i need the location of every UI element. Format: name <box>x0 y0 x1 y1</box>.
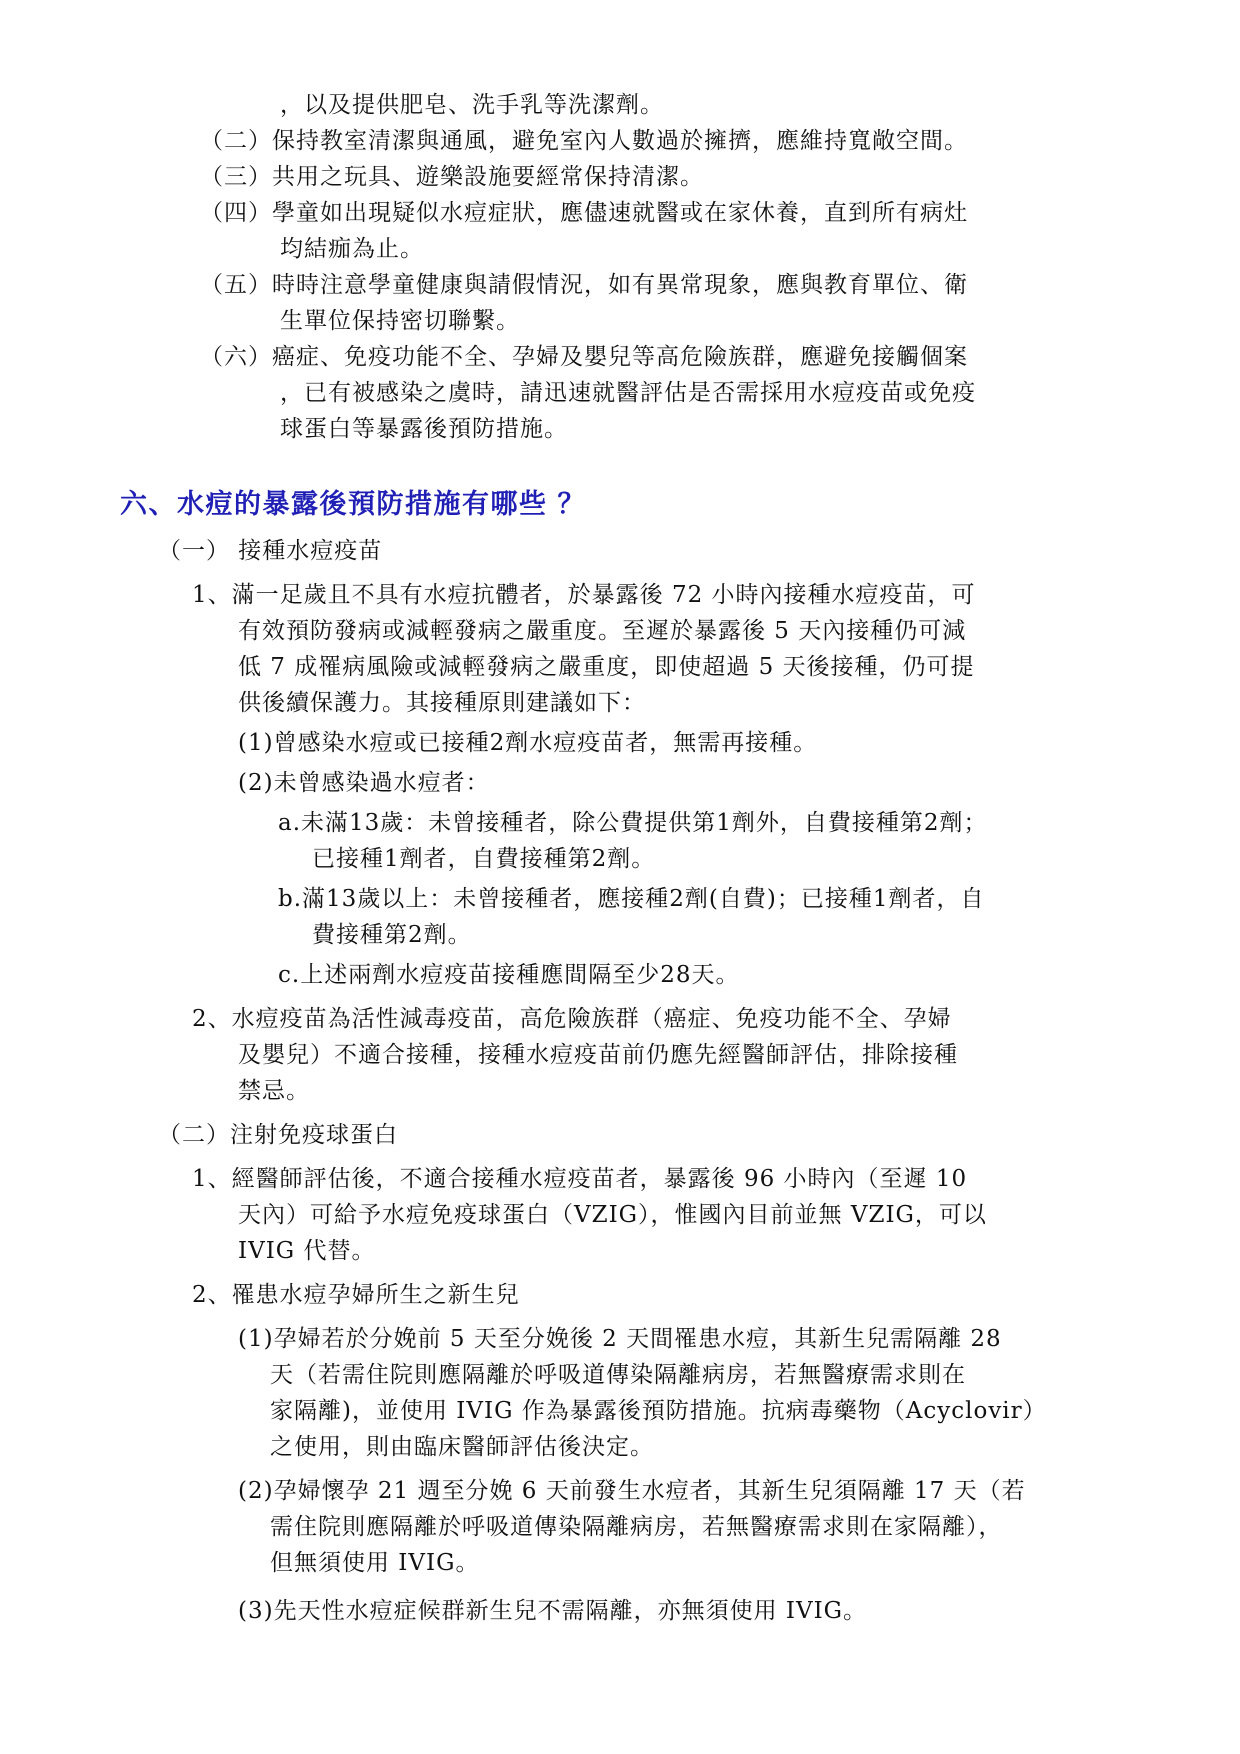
sub1-item-b-line2: 費接種第2劑。 <box>312 922 472 948</box>
sub2-title: （二）注射免疫球蛋白 <box>158 1122 398 1148</box>
sub2-n1-line2: 天（若需住院則應隔離於呼吸道傳染隔離病房，若無醫療需求則在 <box>270 1362 966 1388</box>
item6-line2: ，已有被感染之虞時，請迅速就醫評估是否需採用水痘疫苗或免疫 <box>280 380 976 406</box>
item2-classroom: （二）保持教室清潔與通風，避免室內人數過於擁擠，應維持寬敞空間。 <box>200 128 968 154</box>
sub1-p2-line2: 及嬰兒）不適合接種，接種水痘疫苗前仍應先經醫師評估，排除接種 <box>238 1042 958 1068</box>
item5-line1: （五）時時注意學童健康與請假情況，如有異常現象，應與教育單位、衛 <box>200 272 968 298</box>
sub2-n3: (3)先天性水痘症候群新生兒不需隔離，亦無須使用 IVIG。 <box>238 1598 868 1624</box>
item1-continuation: ，以及提供肥皂、洗手乳等洗潔劑。 <box>280 92 664 118</box>
sub1-item-b-line1: b.滿13歲以上：未曾接種者，應接種2劑(自費)；已接種1劑者，自 <box>278 886 985 912</box>
section6-heading <box>120 488 586 522</box>
item5-line2: 生單位保持密切聯繫。 <box>280 308 520 334</box>
sub2-n2-line3: 但無須使用 IVIG。 <box>270 1550 480 1576</box>
item6-line1: （六）癌症、免疫功能不全、孕婦及嬰兒等高危險族群，應避免接觸個案 <box>200 344 968 370</box>
item4-line1: （四）學童如出現疑似水痘症狀，應儘速就醫或在家休養，直到所有病灶 <box>200 200 968 226</box>
section6-heading-text: 六、水痘的暴露後預防措施有哪些 <box>120 489 548 520</box>
sub2-n1-line1: (1)孕婦若於分娩前 5 天至分娩後 2 天間罹患水痘，其新生兒需隔離 28 <box>238 1326 1002 1352</box>
sub1-p1-line4: 供後續保護力。其接種原則建議如下： <box>238 690 646 716</box>
sub2-n1-line4: 之使用，則由臨床醫師評估後決定。 <box>270 1434 654 1460</box>
item3-toys: （三）共用之玩具、遊樂設施要經常保持清潔。 <box>200 164 704 190</box>
sub1-p1-line3: 低 7 成罹病風險或減輕發病之嚴重度，即使超過 5 天後接種，仍可提 <box>238 654 975 680</box>
sub1-item1: (1)曾感染水痘或已接種2劑水痘疫苗者，無需再接種。 <box>238 730 818 756</box>
sub1-title: （一） 接種水痘疫苗 <box>158 538 383 564</box>
sub2-n2-line2: 需住院則應隔離於呼吸道傳染隔離病房，若無醫療需求則在家隔離）， <box>270 1514 1003 1540</box>
sub1-item2: (2)未曾感染過水痘者： <box>238 770 490 796</box>
sub1-p1-line2: 有效預防發病或減輕發病之嚴重度。至遲於暴露後 5 天內接種仍可減 <box>238 618 967 644</box>
sub2-n1-line3: 家隔離)，並使用 IVIG 作為暴露後預防措施。抗病毒藥物（Acyclovir） <box>270 1398 1047 1424</box>
sub1-item-a-line1: a.未滿13歲：未曾接種者，除公費提供第1劑外，自費接種第2劑； <box>278 810 988 836</box>
item4-line2: 均結痂為止。 <box>280 236 424 262</box>
sub2-p1-line2: 天內）可給予水痘免疫球蛋白（VZIG），惟國內目前並無 VZIG，可以 <box>238 1202 987 1228</box>
sub1-p1-line1: 1、滿一足歲且不具有水痘抗體者，於暴露後 72 小時內接種水痘疫苗，可 <box>192 582 976 608</box>
section6-heading-question-mark: ？ <box>557 489 586 520</box>
sub1-p2-line3: 禁忌。 <box>238 1078 310 1104</box>
sub2-p1-line3: IVIG 代替。 <box>238 1238 376 1264</box>
sub1-item-a-line2: 已接種1劑者，自費接種第2劑。 <box>312 846 656 872</box>
sub1-item-c: c.上述兩劑水痘疫苗接種應間隔至少28天。 <box>278 962 740 988</box>
sub2-p2: 2、罹患水痘孕婦所生之新生兒 <box>192 1282 520 1308</box>
sub2-p1-line1: 1、經醫師評估後，不適合接種水痘疫苗者，暴露後 96 小時內（至遲 10 <box>192 1166 968 1192</box>
item6-line3: 球蛋白等暴露後預防措施。 <box>280 416 568 442</box>
sub1-p2-line1: 2、水痘疫苗為活性減毒疫苗，高危險族群（癌症、免疫功能不全、孕婦 <box>192 1006 952 1032</box>
sub2-n2-line1: (2)孕婦懷孕 21 週至分娩 6 天前發生水痘者，其新生兒須隔離 17 天（若 <box>238 1478 1026 1504</box>
